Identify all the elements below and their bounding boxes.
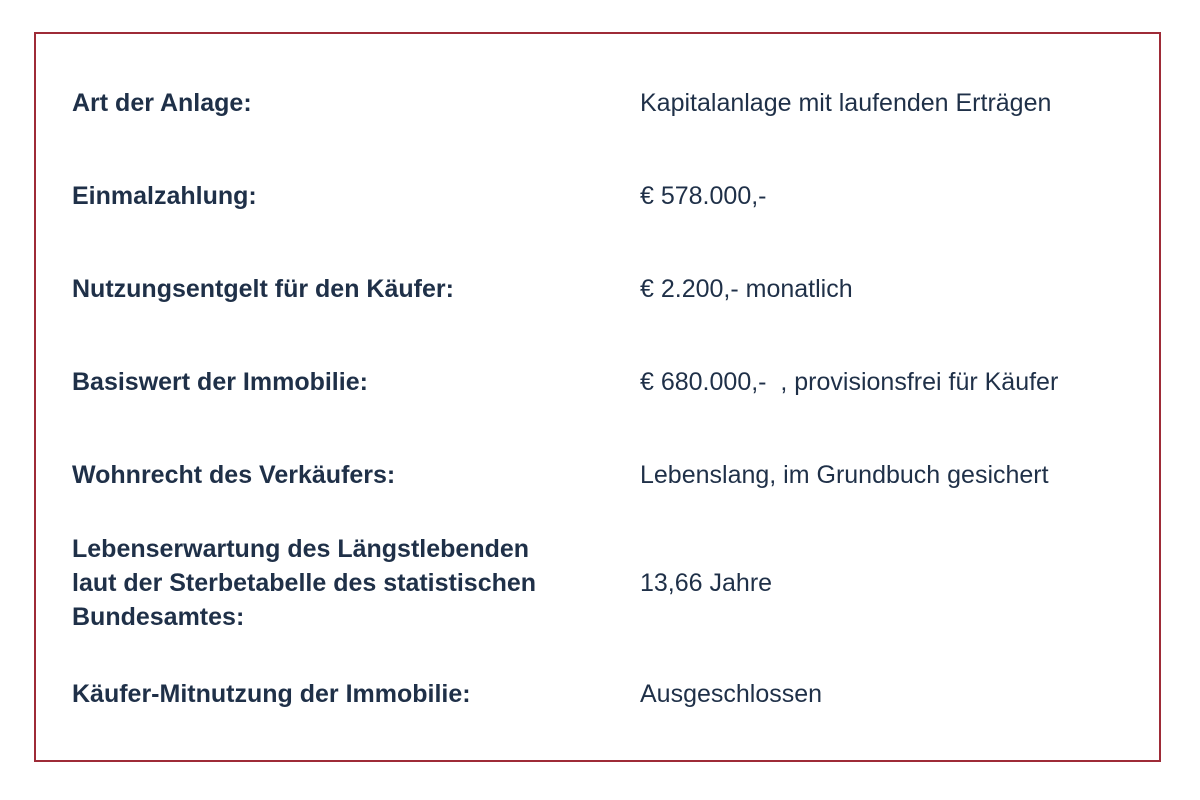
row-einmalzahlung [36, 179, 1159, 213]
row-mitnutzung [36, 677, 1159, 711]
row-label: Käufer-Mitnutzung der Immobilie: [72, 680, 471, 708]
row-label: Lebenserwartung des Längstlebenden laut der Sterbetabelle des statistischen Bundesamtes: [72, 535, 537, 631]
row-value: 13,66 Jahre [640, 569, 773, 597]
row-nutzungsentgelt [36, 272, 1159, 306]
row-label: Art der Anlage: [72, 89, 252, 117]
row-value: Ausgeschlossen [640, 680, 823, 708]
row-lebenserwartung [36, 532, 1159, 634]
row-value: € 680.000,- , provisionsfrei für Käufer [640, 368, 1059, 396]
row-wohnrecht [36, 458, 1159, 492]
row-value: Lebenslang, im Grundbuch gesichert [640, 461, 1049, 489]
row-label: Nutzungsentgelt für den Käufer: [72, 275, 454, 303]
row-art-der-anlage [36, 86, 1159, 120]
row-label: Basiswert der Immobilie: [72, 368, 368, 396]
row-value: € 2.200,- monatlich [640, 275, 853, 303]
row-value: Kapitalanlage mit laufenden Erträgen [640, 89, 1052, 117]
info-table-frame [34, 32, 1161, 762]
row-value: € 578.000,- [640, 182, 767, 210]
row-basiswert [36, 365, 1159, 399]
row-label: Wohnrecht des Verkäufers: [72, 461, 396, 489]
row-label: Einmalzahlung: [72, 182, 257, 210]
